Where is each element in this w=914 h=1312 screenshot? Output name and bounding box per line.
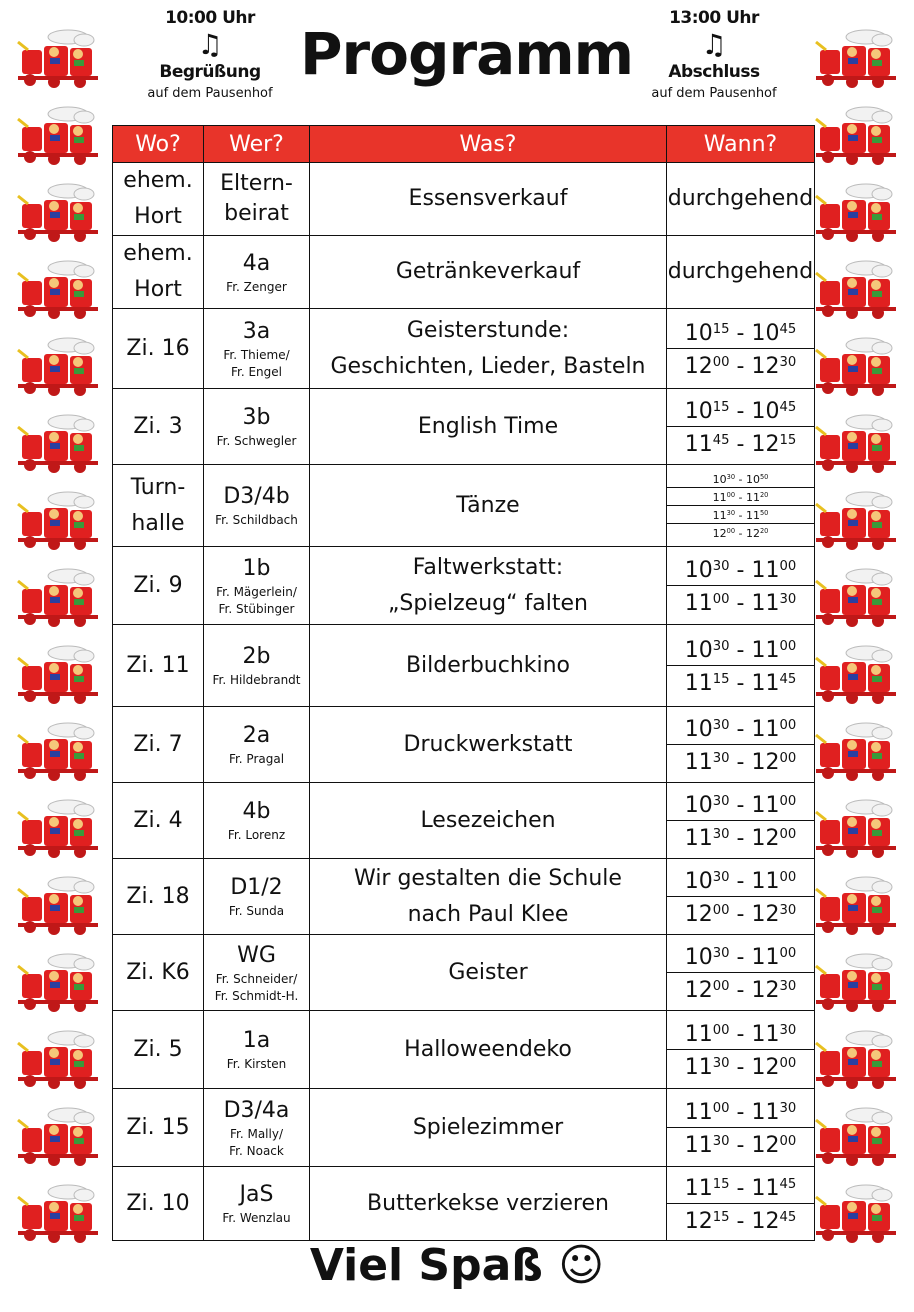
activity-cell — [310, 1089, 667, 1167]
class-name: D3/4a — [223, 1097, 290, 1123]
time-minutes: 20 — [759, 491, 769, 499]
class-name: Eltern- — [220, 171, 293, 196]
time-minutes: 00 — [712, 592, 730, 607]
time-minutes: 15 — [712, 1210, 730, 1225]
location-text: ehem. — [123, 168, 193, 193]
group-cell — [204, 1011, 310, 1089]
teacher-name: Fr. Noack — [229, 1143, 284, 1158]
class-name: D3/4b — [223, 484, 290, 509]
table-row — [113, 236, 815, 309]
train-icon — [812, 182, 900, 246]
train-icon — [812, 490, 900, 554]
class-name: WG — [237, 942, 276, 968]
time-minutes: 00 — [779, 870, 797, 885]
time-minutes: 15 — [712, 672, 730, 687]
closing-time: 13:00 Uhr — [669, 8, 759, 28]
train-icon — [14, 28, 102, 92]
time-minutes: 45 — [779, 322, 797, 337]
activity-text: Halloweendeko — [404, 1036, 572, 1062]
train-icon — [812, 721, 900, 785]
table-row — [113, 625, 815, 707]
activity-cell — [310, 236, 667, 309]
time-minutes: 20 — [759, 527, 769, 535]
train-icon — [14, 567, 102, 631]
location-cell — [113, 1089, 204, 1167]
train-icon — [14, 105, 102, 169]
activity-text: Geister — [448, 959, 528, 985]
left-train-border — [14, 28, 104, 1260]
class-name: 1a — [242, 1028, 271, 1053]
time-slot: $10^{30} - 11^{00}$ — [684, 793, 797, 818]
column-header-wo: Wo? — [113, 126, 204, 163]
table-row — [113, 783, 815, 859]
group-cell — [204, 783, 310, 859]
train-icon — [812, 567, 900, 631]
time-slot: $11^{30} - 12^{00}$ — [667, 1049, 814, 1082]
time-slot: durchgehend — [667, 259, 814, 284]
train-icon — [812, 798, 900, 862]
group-cell — [204, 465, 310, 547]
time-minutes: 00 — [779, 751, 797, 766]
activity-cell — [310, 163, 667, 236]
group-cell — [204, 625, 310, 707]
time-slot: $12^{15} - 12^{45}$ — [667, 1203, 814, 1236]
column-header-wann: Wann? — [667, 126, 815, 163]
teacher-name: Fr. Engel — [230, 364, 282, 379]
time-minutes: 00 — [779, 794, 797, 809]
activity-text: „Spielzeug“ falten — [388, 590, 588, 616]
location-text: Zi. 10 — [126, 1190, 190, 1216]
table-row — [113, 1011, 815, 1089]
time-slot: $11^{00} - 11^{30}$ — [684, 1022, 797, 1047]
welcome-block — [130, 8, 290, 101]
activity-cell — [310, 1167, 667, 1241]
train-icon — [812, 1106, 900, 1170]
class-name: 3b — [242, 405, 271, 430]
class-name: 4a — [242, 250, 271, 276]
time-minutes: 15 — [712, 1177, 730, 1192]
page-title: Programm — [300, 20, 634, 88]
location-cell — [113, 163, 204, 236]
time-minutes: 30 — [712, 559, 730, 574]
train-icon — [14, 413, 102, 477]
table-row — [113, 465, 815, 547]
time-slot: $11^{00} - 11^{20}$ — [667, 487, 814, 505]
location-text: ehem. — [123, 241, 193, 266]
time-minutes: 30 — [779, 1101, 797, 1116]
location-cell — [113, 389, 204, 465]
location-cell — [113, 935, 204, 1011]
location-cell — [113, 236, 204, 309]
group-cell — [204, 236, 310, 309]
time-minutes: 30 — [712, 639, 730, 654]
train-icon — [14, 1183, 102, 1247]
activity-cell — [310, 625, 667, 707]
welcome-label: Begrüßung — [159, 62, 261, 82]
teacher-name: Fr. Pragal — [228, 752, 285, 766]
time-cell — [667, 236, 815, 309]
train-icon — [812, 336, 900, 400]
table-row — [113, 1167, 815, 1241]
footer-greeting: Viel Spaß ☺ — [309, 1240, 605, 1291]
activity-text: Tänze — [456, 492, 520, 518]
activity-text: Bilderbuchkino — [405, 652, 571, 678]
time-slot: $11^{30} - 11^{50}$ — [667, 505, 814, 523]
time-cell — [667, 1167, 815, 1241]
time-minutes: 00 — [779, 827, 797, 842]
group-cell — [204, 707, 310, 783]
time-minutes: 45 — [779, 400, 797, 415]
time-cell — [667, 389, 815, 465]
location-text: Zi. 15 — [126, 1114, 190, 1140]
table-row — [113, 309, 815, 389]
time-slot: $11^{30} - 12^{00}$ — [667, 820, 814, 853]
time-cell — [667, 625, 815, 707]
group-cell — [204, 163, 310, 236]
welcome-time: 10:00 Uhr — [165, 8, 255, 28]
time-minutes: 30 — [726, 473, 736, 481]
time-cell — [667, 1011, 815, 1089]
class-name: 4b — [242, 799, 271, 824]
time-minutes: 30 — [779, 1023, 797, 1038]
table-row — [113, 1089, 815, 1167]
location-text: Zi. 18 — [126, 883, 190, 909]
location-cell — [113, 707, 204, 783]
activity-text: Getränkeverkauf — [395, 259, 581, 284]
table-row — [113, 163, 815, 236]
location-text: halle — [131, 510, 185, 536]
time-cell — [667, 547, 815, 625]
activity-text: Wir gestalten die Schule — [354, 865, 622, 891]
column-header-wer: Wer? — [204, 126, 310, 163]
time-minutes: 30 — [712, 751, 730, 766]
time-minutes: 45 — [779, 1210, 797, 1225]
time-cell — [667, 465, 815, 547]
time-minutes: 45 — [779, 672, 797, 687]
teacher-name: Fr. Stübinger — [218, 601, 295, 616]
train-icon — [14, 1029, 102, 1093]
time-slot: $10^{30} - 11^{00}$ — [684, 945, 797, 970]
time-slot: $12^{00} - 12^{30}$ — [667, 896, 814, 929]
activity-cell — [310, 783, 667, 859]
train-icon — [812, 644, 900, 708]
time-minutes: 15 — [712, 400, 730, 415]
location-text: Zi. 3 — [133, 413, 183, 439]
train-icon — [812, 28, 900, 92]
time-cell — [667, 309, 815, 389]
time-slot: $11^{45} - 12^{15}$ — [667, 426, 814, 459]
time-minutes: 30 — [779, 979, 797, 994]
group-cell — [204, 389, 310, 465]
time-slot: durchgehend — [667, 186, 814, 211]
teacher-name: Fr. Mally/ — [229, 1126, 283, 1141]
activity-cell — [310, 309, 667, 389]
activity-text: Lesezeichen — [420, 807, 556, 833]
train-icon — [14, 952, 102, 1016]
music-note-icon: ♫ — [197, 28, 223, 61]
time-minutes: 30 — [779, 903, 797, 918]
time-slot: $10^{30} - 11^{00}$ — [684, 558, 797, 583]
train-icon — [14, 259, 102, 323]
location-text: Hort — [134, 277, 182, 302]
music-note-icon: ♫ — [701, 28, 727, 61]
table-row — [113, 389, 815, 465]
activity-cell — [310, 935, 667, 1011]
time-slot: $12^{00} - 12^{30}$ — [667, 348, 814, 381]
time-minutes: 30 — [712, 827, 730, 842]
table-header-row — [113, 126, 815, 163]
class-name: 2b — [242, 644, 271, 669]
time-minutes: 30 — [779, 355, 797, 370]
activity-cell — [310, 1011, 667, 1089]
time-cell — [667, 935, 815, 1011]
welcome-location: auf dem Pausenhof — [147, 86, 273, 101]
time-minutes: 45 — [712, 433, 730, 448]
location-text: Zi. 5 — [133, 1036, 183, 1062]
train-icon — [812, 413, 900, 477]
time-minutes: 00 — [726, 527, 736, 535]
time-minutes: 30 — [779, 592, 797, 607]
location-cell — [113, 465, 204, 547]
group-cell — [204, 547, 310, 625]
time-minutes: 00 — [779, 1056, 797, 1071]
time-minutes: 00 — [779, 639, 797, 654]
time-minutes: 00 — [712, 355, 730, 370]
time-slot: $10^{30} - 10^{50}$ — [712, 473, 769, 486]
location-text: Zi. 7 — [133, 731, 183, 757]
time-cell — [667, 163, 815, 236]
teacher-name: Fr. Hildebrandt — [212, 673, 301, 687]
time-minutes: 30 — [712, 946, 730, 961]
time-minutes: 00 — [779, 718, 797, 733]
time-minutes: 15 — [779, 433, 797, 448]
time-minutes: 30 — [712, 1134, 730, 1149]
class-name: 1b — [242, 555, 271, 581]
train-icon — [14, 182, 102, 246]
teacher-name: Fr. Zenger — [226, 279, 287, 294]
train-icon — [812, 952, 900, 1016]
train-icon — [14, 644, 102, 708]
activity-cell — [310, 465, 667, 547]
time-slot: $10^{15} - 10^{45}$ — [684, 321, 797, 346]
class-name: JaS — [239, 1182, 274, 1207]
activity-text: Butterkekse verzieren — [367, 1190, 609, 1216]
time-minutes: 00 — [779, 946, 797, 961]
location-cell — [113, 309, 204, 389]
time-cell — [667, 783, 815, 859]
time-cell — [667, 1089, 815, 1167]
teacher-name: Fr. Schwegler — [216, 434, 297, 448]
train-icon — [14, 721, 102, 785]
time-slot: $12^{00} - 12^{20}$ — [667, 523, 814, 541]
time-slot: $11^{00} - 11^{30}$ — [684, 1100, 797, 1125]
time-minutes: 50 — [759, 473, 769, 481]
class-name: beirat — [224, 201, 289, 226]
time-minutes: 30 — [712, 718, 730, 733]
teacher-name: Fr. Mägerlein/ — [216, 584, 297, 599]
teacher-name: Fr. Schmidt-H. — [214, 988, 299, 1003]
time-slot: $10^{30} - 11^{00}$ — [684, 869, 797, 894]
location-text: Zi. 11 — [126, 652, 190, 678]
class-name: 2a — [242, 723, 271, 748]
table-body — [113, 163, 815, 1241]
time-slot: $10^{30} - 11^{00}$ — [684, 638, 797, 663]
column-header-was: Was? — [310, 126, 667, 163]
time-minutes: 00 — [712, 1023, 730, 1038]
closing-label: Abschluss — [668, 62, 760, 82]
time-slot: $10^{30} - 11^{00}$ — [684, 717, 797, 742]
time-minutes: 30 — [712, 794, 730, 809]
time-minutes: 50 — [759, 509, 769, 517]
location-text: Zi. K6 — [126, 959, 190, 985]
train-icon — [812, 1183, 900, 1247]
time-minutes: 15 — [712, 322, 730, 337]
activity-cell — [310, 547, 667, 625]
teacher-name: Fr. Lorenz — [227, 828, 286, 842]
location-text: Zi. 9 — [133, 572, 183, 598]
location-text: Zi. 16 — [126, 335, 190, 361]
activity-text: Geschichten, Lieder, Basteln — [330, 353, 646, 379]
activity-text: Spielezimmer — [412, 1114, 564, 1140]
train-icon — [812, 259, 900, 323]
activity-cell — [310, 859, 667, 935]
activity-text: nach Paul Klee — [407, 901, 569, 927]
train-icon — [812, 1029, 900, 1093]
time-cell — [667, 707, 815, 783]
time-slot: $11^{15} - 11^{45}$ — [667, 665, 814, 698]
time-cell — [667, 859, 815, 935]
class-name: D1/2 — [230, 875, 283, 900]
group-cell — [204, 935, 310, 1011]
group-cell — [204, 1167, 310, 1241]
time-slot: $11^{30} - 12^{00}$ — [667, 1127, 814, 1160]
location-cell — [113, 1011, 204, 1089]
activity-text: English Time — [417, 413, 559, 439]
teacher-name: Fr. Thieme/ — [223, 347, 290, 362]
time-slot: $12^{00} - 12^{30}$ — [667, 972, 814, 1005]
train-icon — [14, 1106, 102, 1170]
table-row — [113, 547, 815, 625]
time-minutes: 00 — [726, 491, 736, 499]
time-slot: $10^{15} - 10^{45}$ — [684, 399, 797, 424]
teacher-name: Fr. Kirsten — [226, 1057, 287, 1071]
location-cell — [113, 625, 204, 707]
table-row — [113, 859, 815, 935]
table-row — [113, 707, 815, 783]
train-icon — [14, 490, 102, 554]
time-minutes: 00 — [779, 1134, 797, 1149]
time-slot: $11^{15} - 11^{45}$ — [684, 1176, 797, 1201]
time-minutes: 00 — [712, 903, 730, 918]
table-row — [113, 935, 815, 1011]
closing-location: auf dem Pausenhof — [651, 86, 777, 101]
location-cell — [113, 859, 204, 935]
location-text: Turn- — [130, 474, 186, 500]
activity-text: Geisterstunde: — [406, 317, 570, 343]
train-icon — [14, 798, 102, 862]
location-text: Hort — [134, 204, 182, 229]
group-cell — [204, 1089, 310, 1167]
location-cell — [113, 783, 204, 859]
right-train-border — [812, 28, 902, 1260]
train-icon — [812, 875, 900, 939]
time-minutes: 45 — [779, 1177, 797, 1192]
time-minutes: 00 — [712, 1101, 730, 1116]
teacher-name: Fr. Schneider/ — [215, 971, 298, 986]
time-minutes: 30 — [726, 509, 736, 517]
teacher-name: Fr. Wenzlau — [222, 1211, 291, 1225]
activity-cell — [310, 389, 667, 465]
location-cell — [113, 547, 204, 625]
closing-block — [634, 8, 794, 101]
group-cell — [204, 859, 310, 935]
teacher-name: Fr. Schildbach — [215, 513, 298, 527]
teacher-name: Fr. Sunda — [228, 904, 285, 918]
activity-text: Essensverkauf — [408, 186, 568, 211]
time-slot: $11^{30} - 12^{00}$ — [667, 744, 814, 777]
train-icon — [14, 336, 102, 400]
time-minutes: 00 — [779, 559, 797, 574]
activity-text: Druckwerkstatt — [403, 731, 573, 757]
location-cell — [113, 1167, 204, 1241]
train-icon — [14, 875, 102, 939]
time-minutes: 30 — [712, 1056, 730, 1071]
time-minutes: 00 — [712, 979, 730, 994]
program-table — [112, 125, 815, 1241]
location-text: Zi. 4 — [133, 807, 183, 833]
class-name: 3a — [242, 318, 271, 344]
group-cell — [204, 309, 310, 389]
time-minutes: 30 — [712, 870, 730, 885]
train-icon — [812, 105, 900, 169]
time-slot: $11^{00} - 11^{30}$ — [667, 585, 814, 618]
activity-text: Faltwerkstatt: — [412, 554, 564, 580]
activity-cell — [310, 707, 667, 783]
